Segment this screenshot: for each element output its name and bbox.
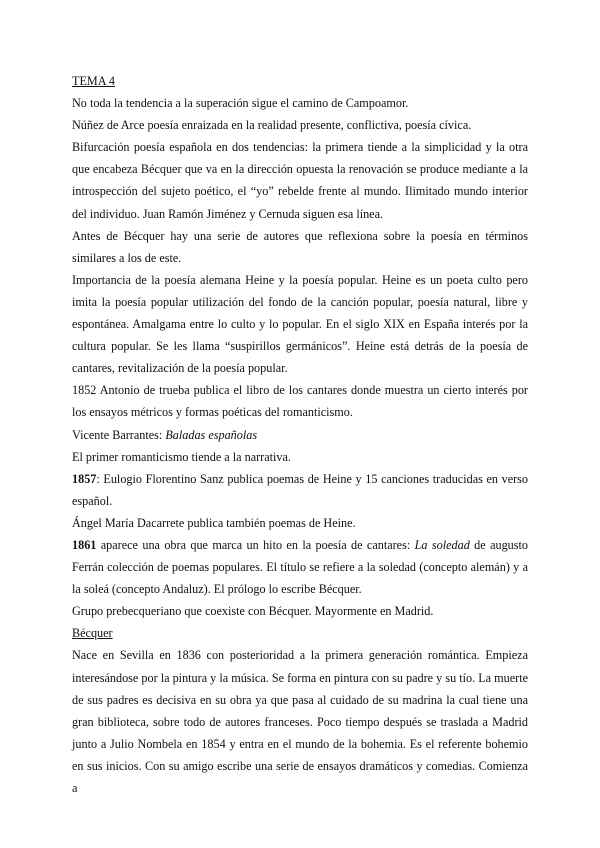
year-1861: 1861 xyxy=(72,537,97,552)
barrantes-prefix: Vicente Barrantes: xyxy=(72,427,166,442)
document-page xyxy=(72,70,528,799)
paragraph-1861-text-a: aparece una obra que marca un hito en la poesía de cantares: xyxy=(96,537,415,552)
la-soledad-title: La soledad xyxy=(414,537,470,552)
paragraph-dacarrete: Ángel María Dacarrete publica también poemas de Heine. xyxy=(72,515,356,530)
year-1857: 1857 xyxy=(72,471,97,486)
paragraph-1861-text-b: de augusto Ferrán colección de poemas populares. El título se refiere a la soledad (concepto alemán) y a la soleá (concepto Andaluz). El prólogo lo escribe Bécquer. xyxy=(72,537,528,597)
paragraph-1857-text: : Eulogio Florentino Sanz publica poemas de Heine y 15 canciones traducidas en verso español. xyxy=(72,471,528,508)
paragraph-1861 xyxy=(72,534,528,600)
paragraph-campoamor: No toda la tendencia a la superación sigue el camino de Campoamor. xyxy=(72,96,409,111)
paragraph-1852: 1852 Antonio de trueba publica el libro de los cantares donde muestra un cierto interés por los ensayos métricos y formas poéticas del romanticismo. xyxy=(72,383,528,420)
paragraph-nunez-de-arce: Núñez de Arce poesía enraizada en la realidad presente, conflictiva, poesía cívica. xyxy=(72,118,472,133)
paragraph-barrantes xyxy=(72,424,528,446)
section-heading-becquer: Bécquer xyxy=(72,626,113,641)
paragraph-primer-romanticismo: El primer romanticismo tiende a la narrativa. xyxy=(72,449,291,464)
paragraph-bifurcacion: Bifurcación poesía española en dos tendencias: la primera tiende a la simplicidad y la otra que encabeza Bécquer que va en la dirección opuesta la renovación se produce mediante a la introspección del sujeto poético, el “yo” rebelde frente al mundo. Ilimitado mundo interior del individuo. Juan Ramón Jiménez y Cernuda siguen esa línea. xyxy=(72,140,528,221)
paragraph-grupo-prebecqueriano: Grupo prebecqueriano que coexiste con Bécquer. Mayormente en Madrid. xyxy=(72,604,434,619)
baladas-title: Baladas españolas xyxy=(165,427,258,442)
paragraph-heine: Importancia de la poesía alemana Heine y la poesía popular. Heine es un poeta culto pero imita la poesía popular utilización del fondo de la canción popular, poesía natural, libre y espontánea. Amalgama entre lo culto y lo popular. En el siglo XIX en España interés por la cultura popular. Se les llama “suspirillos germánicos”. Heine está detrás de la poesía de cantares, revitalización de la poesía popular. xyxy=(72,272,528,376)
page-heading: TEMA 4 xyxy=(72,74,115,88)
paragraph-antes-de-becquer: Antes de Bécquer hay una serie de autores que reflexiona sobre la poesía en términos similares a los de este. xyxy=(72,228,528,265)
paragraph-biografia: Nace en Sevilla en 1836 con posterioridad a la primera generación romántica. Empieza interesándose por la pintura y la música. Se forma en pintura con su padre y su tío. La muerte de sus padres es decisiva en su obra ya que pasa al cuidado de su madrina la cual tiene una gran biblioteca, sobre todo de autores franceses. Poco tiempo después se traslada a Madrid junto a Julio Nombela en 1854 y entra en el mundo de la bohemia. Es el referente bohemio en sus inicios. Con su amigo escribe una serie de ensayos dramáticos y comedias. Comienza a xyxy=(72,648,528,795)
paragraph-1857 xyxy=(72,468,528,512)
